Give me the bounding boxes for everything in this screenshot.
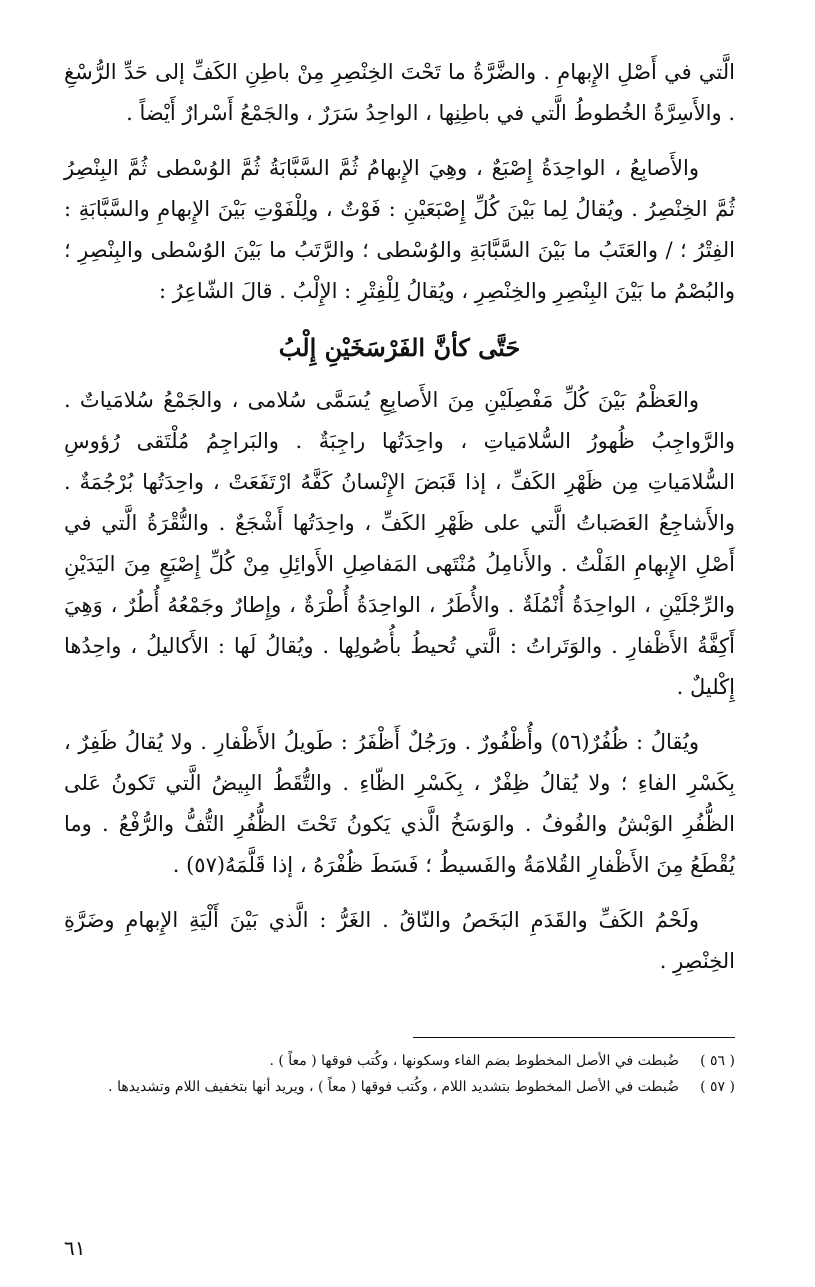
footnote-57	[64, 1074, 735, 1100]
paragraph-1: الَّتي في أَصْلِ الإِبهامِ . والضَّرَّةُ ما تَحْتَ الخِنْصِرِ مِنْ باطِنِ الكَفِّ إلى حَدِّ الرُّسْغِ . والأَسِرَّةُ الخُطوطُ الَّتي في باطِنِها ، الواحِدُ سَرَرٌ ، والجَمْعُ أَسْرارٌ أَيْضاً .	[64, 60, 735, 125]
footnote-number: ( ٥٧ )	[700, 1079, 735, 1095]
page-number: ٦١	[64, 1236, 86, 1260]
footnote-text: ضُبطت في الأصل المخطوط بضم الفاء وسكونها ، وكُتب فوقها ( معاً ) .	[269, 1053, 679, 1069]
footnote-divider	[413, 1037, 735, 1038]
paragraph-2: والأَصابِعُ ، الواحِدَةُ إِصْبَعٌ ، وهِيَ الإِبهامُ ثُمَّ السَّبَّابَةُ ثُمَّ الوُسْطى ثُمَّ البِنْصِرُ ثُمَّ الخِنْصِرُ . ويُقالُ لِما بَيْنَ كُلِّ إِصْبَعَيْنِ : فَوْتٌ ، ولِلْفَوْتِ بَيْنَ الإِبهامِ والسَّبَّابَةِ : الفِتْرُ ؛ / والعَتَبُ ما بَيْنَ السَّبَّابَةِ والوُسْطى ؛ والرَّتَبُ ما بَيْنَ الوُسْطى والبِنْصِرِ ؛ والبُصْمُ ما بَيْنَ البِنْصِرِ والخِنْصِرِ ، ويُقالُ لِلْفِتْرِ : الإِلْبُ . قالَ الشّاعِرُ :	[64, 156, 735, 303]
footnote-56	[64, 1048, 735, 1074]
footnote-text: ضُبطت في الأصل المخطوط بتشديد اللام ، وكُتب فوقها ( معاً ) ، ويريد أنها بتخفيف اللام وتشديدها .	[108, 1079, 679, 1095]
paragraph-3: والعَظْمُ بَيْنَ كُلِّ مَفْصِلَيْنِ مِنَ الأَصابِعِ يُسَمَّى سُلامى ، والجَمْعُ سُلامَياتٌ . والرَّواجِبُ ظُهورُ السُّلامَياتِ ، واحِدَتُها راجِبَةٌ . والبَراجِمُ مُلْتَقى رُؤوسِ السُّلامَياتِ مِن ظَهْرِ الكَفِّ ، إذا قَبَضَ الإِنْسانُ كَفَّهُ ارْتَفَعَتْ ، واحِدَتُها بُرْجُمَةٌ . والأَشاجِعُ العَصَباتُ الَّتي على ظَهْرِ الكَفِّ ، واحِدَتُها أَشْجَعٌ . والنُّقْرَةُ الَّتي في أَصْلِ الإِبهامِ الفَلْتُ . والأَنامِلُ مُنْتَهى المَفاصِلِ الأَوائِلِ مِنْ كُلِّ إِصْبَعٍ مِنَ اليَدَيْنِ والرِّجْلَيْنِ ، الواحِدَةُ أُنْمُلَةٌ . والأُطَرُ ، الواحِدَةُ أُطْرَةٌ ، وإِطارٌ وجَمْعُهُ أُطُرٌ ، وَهِيَ أَكِفَّةُ الأَظْفارِ . والوَتَراتُ : الَّتي تُحيطُ بأُصُولِها . ويُقالُ لَها : الأَكاليلُ ، واحِدُها إِكْليلٌ .	[64, 388, 735, 699]
paragraph-5: ولَحْمُ الكَفِّ والقَدَمِ البَخَصُ والنّاقُ . الغَرُّ : الَّذي بَيْنَ أَلْيَةِ الإِبهامِ وضَرَّةِ الخِنْصِرِ .	[64, 908, 735, 973]
footnote-number: ( ٥٦ )	[700, 1053, 735, 1069]
paragraph-4: ويُقالُ : ظُفُرٌ(٥٦) وأُظْفُورٌ . ورَجُلٌ أَظْفَرُ : طَويلُ الأَظْفارِ . ولا يُقالُ ظَفِرٌ ، بِكَسْرِ الفاءِ ؛ ولا يُقالُ ظِفْرٌ ، بِكَسْرِ الظّاءِ . والتُّقَطُ البِيضُ الَّتي تَكونُ عَلى الظُّفُرِ الوَبْشُ والفُوفُ . والوَسَخُ الَّذي يَكونُ تَحْتَ الظُّفُرِ التُّفُّ والرُّفْعُ . وما يُقْطَعُ مِنَ الأَظْفارِ القُلامَةُ والفَسيطُ ؛ فَسَطَ ظُفْرَهُ ، إذا قَلَّمَهُ(٥٧) .	[64, 730, 735, 877]
footnotes	[64, 1048, 735, 1100]
poetry-verse: حَتَّى كأنَّ الفَرْسَخَيْنِ إِلْبُ	[278, 333, 521, 362]
